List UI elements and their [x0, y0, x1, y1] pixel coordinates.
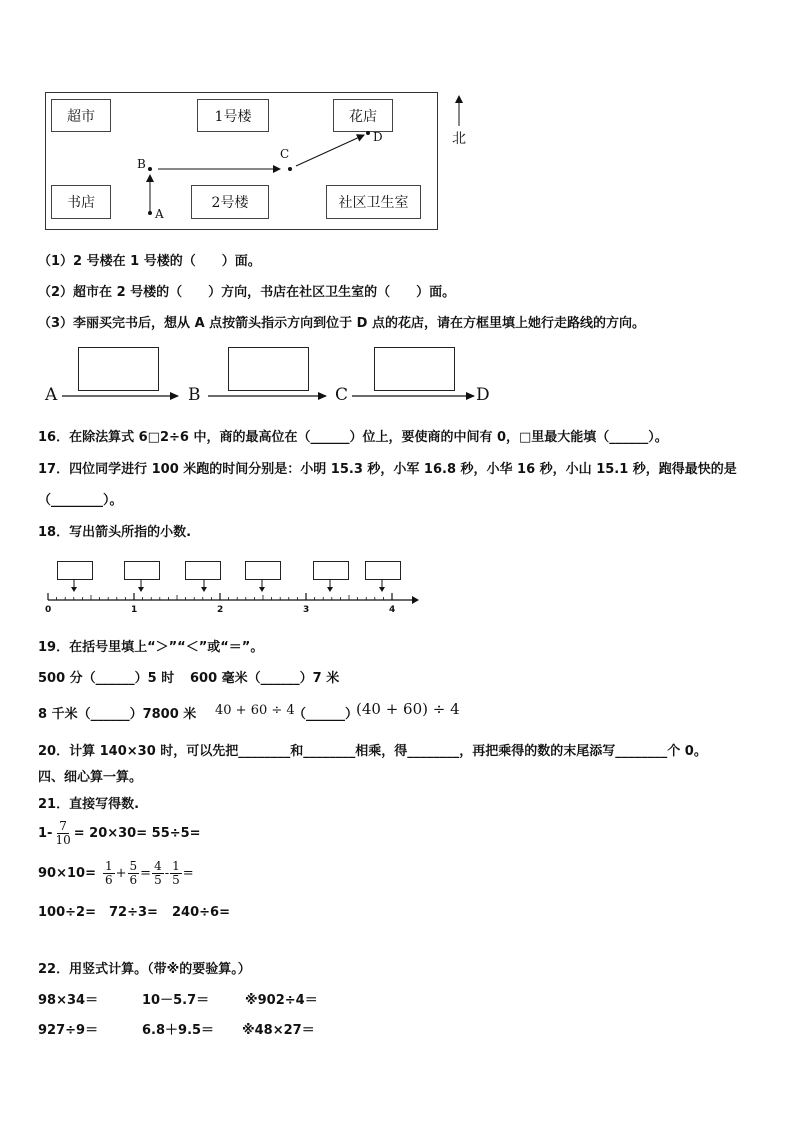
- numberline-pointer-head-3: [201, 587, 207, 592]
- numberline-tick-label-4: 4: [389, 605, 396, 615]
- q21-title: 21．直接写得数.: [38, 797, 140, 812]
- q19-row2b-blank: （______）: [293, 707, 359, 722]
- map-bookstore: 书店: [51, 185, 111, 219]
- route-label-d: D: [476, 385, 490, 405]
- q21-r2-eq2: =: [182, 866, 194, 881]
- numberline-pointer-head-5: [327, 587, 333, 592]
- fraction-1-6: $\frac{1}{6}$: [104, 859, 113, 887]
- q22-r1-b: 10－5.7＝: [142, 993, 210, 1008]
- route-label-a: A: [45, 385, 58, 405]
- q22-r2-b: 6.8＋9.5＝: [142, 1023, 215, 1038]
- q22-r2-c: ※48×27＝: [242, 1023, 315, 1038]
- arrow-c-to-d: [296, 135, 364, 166]
- section4-title: 四、细心算一算。: [38, 770, 143, 785]
- fraction-7-10: $\frac{7}{10}$: [55, 819, 71, 847]
- q21-row2: [38, 860, 194, 887]
- numberline-pointer-head-6: [379, 587, 385, 592]
- q21-r2-eq1: =: [140, 866, 152, 881]
- q21-r3-a: 100÷2=: [38, 905, 96, 920]
- point-a-label: A: [155, 207, 164, 221]
- map-arrows: [0, 0, 794, 240]
- point-b-dot: [148, 167, 152, 171]
- q21-r2-op1: +: [115, 866, 127, 881]
- q21-r3-c: 240÷6=: [172, 905, 230, 920]
- point-d-label: D: [373, 130, 383, 144]
- point-c-dot: [288, 167, 292, 171]
- north-label: 北: [452, 131, 466, 147]
- map-building-1: 1号楼: [197, 99, 269, 132]
- numberline-pointer-head-1: [71, 587, 77, 592]
- map-clinic: 社区卫生室: [326, 185, 421, 219]
- q19-row1a: 500 分（______）5 时: [38, 671, 175, 686]
- q21-r1-prefix: 1-: [38, 826, 53, 841]
- map-building-2: 2号楼: [191, 185, 269, 219]
- numberline-tick-label-0: 0: [45, 605, 52, 615]
- q17-text: 17．四位同学进行 100 米跑的时间分别是：小明 15.3 秒，小军 16.8 秒，小华 16 秒，小山 15.1 秒，跑得最快的是: [38, 462, 737, 477]
- numberline-tick-label-3: 3: [303, 605, 310, 615]
- q22-title: 22．用竖式计算。（带※的要验算。）: [38, 962, 251, 977]
- q22-r1-c: ※902÷4＝: [245, 993, 318, 1008]
- q22-r2-a: 927÷9＝: [38, 1023, 99, 1038]
- q21-r2-op2: -: [164, 866, 170, 881]
- point-d-dot: [366, 131, 370, 135]
- q15-sub2: （2）超市在 2 号楼的（ ）方向，书店在社区卫生室的（ ）面。: [38, 285, 456, 300]
- q15-sub1: （1）2 号楼在 1 号楼的（ ）面。: [38, 254, 261, 269]
- numberline-pointer-head-2: [138, 587, 144, 592]
- q21-row1: [38, 820, 201, 847]
- point-c-label: C: [280, 147, 290, 161]
- q20-text: 20．计算 140×30 时，可以先把________和________相乘，得________，再把乘得的数的末尾添写________个 0。: [38, 744, 707, 759]
- fraction-5-6: $\frac{5}{6}$: [129, 859, 138, 887]
- q19-row2b-left: 40 + 60 ÷ 4: [215, 703, 295, 718]
- map-flower-shop: 花店: [333, 99, 393, 132]
- q19-title: 19．在括号里填上“＞”“＜”或“＝”。: [38, 640, 264, 655]
- point-a-dot: [148, 211, 152, 215]
- q21-r3-b: 72÷3=: [109, 905, 158, 920]
- route-label-c: C: [335, 385, 349, 405]
- q16-text: 16．在除法算式 6□2÷6 中，商的最高位在（______）位上，要使商的中间有 0，□里最大能填（______）。: [38, 430, 668, 445]
- route-label-b: B: [188, 385, 201, 405]
- fraction-1-5: $\frac{1}{5}$: [172, 859, 180, 887]
- q22-r1-a: 98×34＝: [38, 993, 99, 1008]
- q18-title: 18．写出箭头所指的小数.: [38, 525, 192, 540]
- fraction-4-5: $\frac{4}{5}$: [154, 859, 162, 887]
- route-arrows: [0, 380, 794, 410]
- q19-row2b-right: (40 + 60) ÷ 4: [356, 700, 460, 718]
- q19-row2a: 8 千米（______）7800 米: [38, 707, 197, 722]
- numberline-pointer-head-4: [259, 587, 265, 592]
- point-b-label: B: [137, 157, 146, 171]
- number-line: [0, 570, 794, 610]
- q15-sub3: （3）李丽买完书后，想从 A 点按箭头指示方向到位于 D 点的花店，请在方框里填上她行走路线的方向。: [38, 316, 646, 331]
- q21-r1-rest: = 20×30= 55÷5=: [73, 826, 201, 841]
- numberline-tick-label-1: 1: [131, 605, 138, 615]
- q21-r2-prefix: 90×10=: [38, 866, 96, 881]
- map-supermarket: 超市: [51, 99, 111, 132]
- q19-row1b: 600 毫米（______）7 米: [190, 671, 340, 686]
- number-line-arrowhead: [412, 596, 419, 604]
- numberline-tick-label-2: 2: [217, 605, 224, 615]
- q17-blank: （________）。: [38, 493, 123, 508]
